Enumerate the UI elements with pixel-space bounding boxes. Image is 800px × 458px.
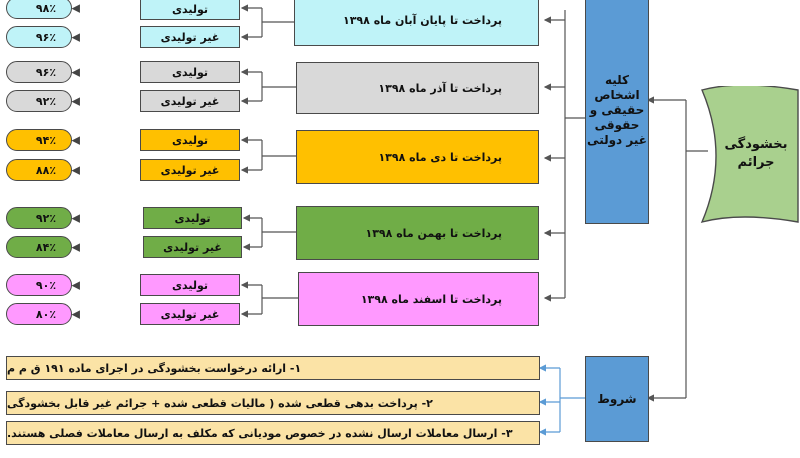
period-label: پرداخت تا آذر ماه ۱۳۹۸ xyxy=(378,81,502,95)
non-productive-box xyxy=(140,303,240,325)
condition-text: ۱- ارائه درخواست بخشودگی در اجرای ماده ۱۹۱ ق م م xyxy=(7,361,302,375)
productive-box xyxy=(140,61,240,83)
arrow-left-icon: ◀ xyxy=(71,94,80,108)
period-box-aban xyxy=(294,0,539,46)
percent-value: ۸۰٪ xyxy=(35,307,57,321)
percent-pill xyxy=(6,236,80,258)
percent-pill xyxy=(6,0,80,19)
condition-text: ۳- ارسال معاملات ارسال نشده در خصوص مودیانی که مکلف به ارسال معاملات فصلی هستند. xyxy=(7,426,513,440)
percent-pill xyxy=(6,303,80,325)
arrow-left-icon: ◀ xyxy=(71,163,80,177)
percent-value: ۹۶٪ xyxy=(35,30,57,44)
period-label: پرداخت تا دی ماه ۱۳۹۸ xyxy=(378,150,502,164)
group-node-line1: کلیه اشخاص xyxy=(594,72,640,102)
percent-pill xyxy=(6,26,80,48)
non-productive-box xyxy=(140,26,240,48)
productive-box xyxy=(140,0,240,20)
condition-item-1 xyxy=(6,356,540,380)
condition-item-3 xyxy=(6,421,540,445)
percent-value: ۸۴٪ xyxy=(35,240,57,254)
period-box-azar xyxy=(296,62,539,114)
productive-label: تولیدی xyxy=(171,278,209,292)
group-node xyxy=(585,0,649,224)
percent-pill xyxy=(6,274,80,296)
productive-label: تولیدی xyxy=(171,65,209,79)
percent-pill xyxy=(6,159,80,181)
non-productive-label: غیر تولیدی xyxy=(163,240,222,254)
group-node-line3: غیر دولتی xyxy=(587,132,647,147)
non-productive-label: غیر تولیدی xyxy=(160,30,220,44)
main-node-line2: جرائم xyxy=(737,155,775,170)
conditions-node-label: شروط xyxy=(597,391,637,406)
arrow-left-icon: ◀ xyxy=(71,30,80,44)
productive-box xyxy=(143,207,242,229)
percent-pill xyxy=(6,90,80,112)
percent-value: ۹۴٪ xyxy=(35,133,57,147)
percent-value: ۹۰٪ xyxy=(35,278,57,292)
group-node-line2: حقیقی و حقوقی xyxy=(589,102,645,132)
percent-pill xyxy=(6,129,80,151)
condition-item-2 xyxy=(6,391,540,415)
percent-value: ۹۶٪ xyxy=(35,65,57,79)
non-productive-label: غیر تولیدی xyxy=(160,94,220,108)
productive-box xyxy=(140,129,240,151)
conditions-node xyxy=(585,356,649,442)
condition-text: ۲- پرداخت بدهی قطعی شده ( مالیات قطعی شده + جرائم غیر قابل بخشودگی xyxy=(7,396,433,410)
non-productive-box xyxy=(140,159,240,181)
main-node-label xyxy=(714,126,798,182)
period-box-bahman xyxy=(296,206,539,260)
arrow-left-icon: ◀ xyxy=(71,307,80,321)
period-label: پرداخت تا پایان آبان ماه ۱۳۹۸ xyxy=(343,13,502,27)
percent-value: ۸۸٪ xyxy=(35,163,57,177)
percent-pill xyxy=(6,61,80,83)
percent-pill xyxy=(6,207,80,229)
arrow-left-icon: ◀ xyxy=(71,240,80,254)
percent-value: ۹۲٪ xyxy=(35,94,57,108)
main-node-line1: بخشودگی xyxy=(724,137,788,152)
period-box-dey xyxy=(296,130,539,184)
arrow-left-icon: ◀ xyxy=(71,1,80,15)
arrow-left-icon: ◀ xyxy=(71,211,80,225)
productive-label: تولیدی xyxy=(171,133,209,147)
arrow-left-icon: ◀ xyxy=(71,278,80,292)
non-productive-box xyxy=(140,90,240,112)
non-productive-box xyxy=(143,236,242,258)
percent-value: ۹۸٪ xyxy=(35,1,57,15)
percent-value: ۹۲٪ xyxy=(35,211,57,225)
period-label: پرداخت تا اسفند ماه ۱۳۹۸ xyxy=(360,292,502,306)
non-productive-label: غیر تولیدی xyxy=(160,307,220,321)
period-box-esfand xyxy=(298,272,539,326)
productive-label: تولیدی xyxy=(171,2,209,16)
arrow-left-icon: ◀ xyxy=(71,65,80,79)
productive-label: تولیدی xyxy=(174,211,211,225)
arrow-left-icon: ◀ xyxy=(71,133,80,147)
period-label: پرداخت تا بهمن ماه ۱۳۹۸ xyxy=(365,226,502,240)
non-productive-label: غیر تولیدی xyxy=(160,163,220,177)
productive-box xyxy=(140,274,240,296)
